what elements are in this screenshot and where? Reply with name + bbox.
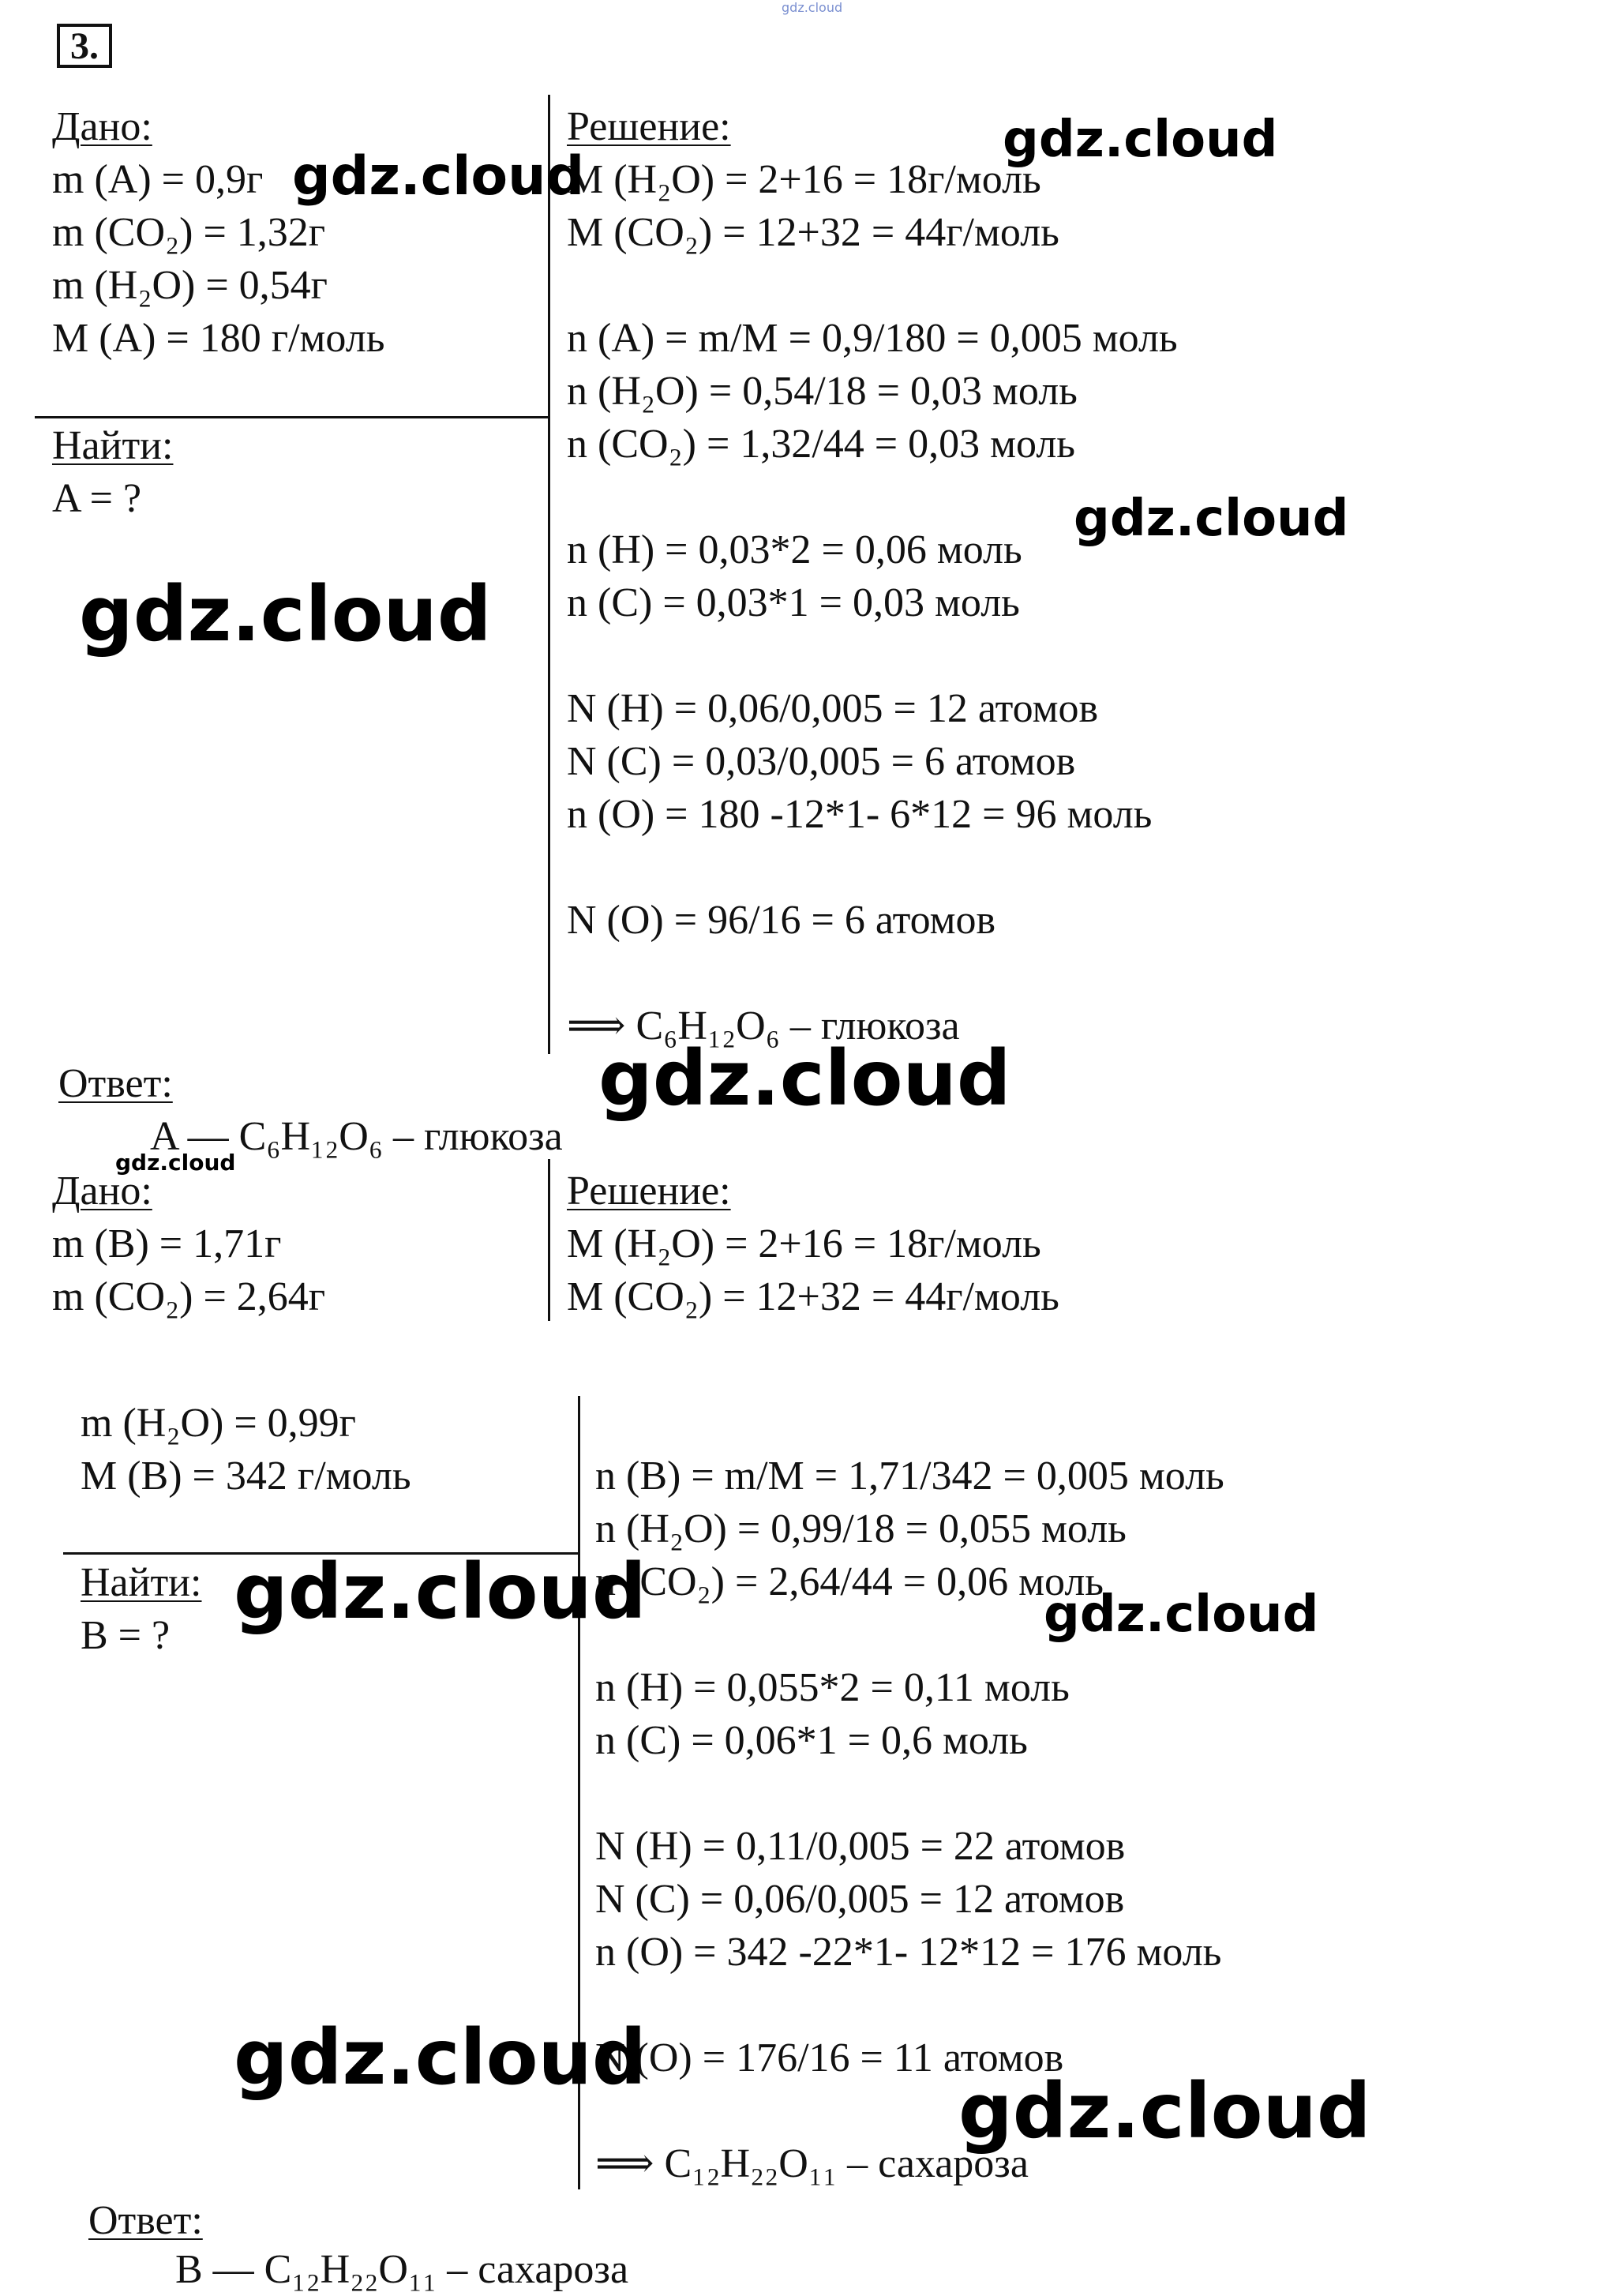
solution-line: n (C) = 0,03*1 = 0,03 моль xyxy=(567,580,1020,625)
solution-line: M (H₂O) = 2+16 = 18г/моль xyxy=(567,157,1041,202)
solution-line: n (B) = m/M = 1,71/342 = 0,005 моль xyxy=(595,1454,1224,1499)
solution-title: Решение: xyxy=(567,104,731,149)
solution-line: n (CO₂) = 1,32/44 = 0,03 моль xyxy=(567,422,1075,467)
find-title: Найти: xyxy=(81,1560,202,1605)
solution-line: n (H) = 0,055*2 = 0,11 моль xyxy=(595,1665,1070,1710)
solution-line: N (H) = 0,06/0,005 = 12 атомов xyxy=(567,686,1099,731)
solution-line: M (CO₂) = 12+32 = 44г/моль xyxy=(567,1274,1059,1319)
solution-line: M (CO₂) = 12+32 = 44г/моль xyxy=(567,210,1059,255)
solution-line: n (C) = 0,06*1 = 0,6 моль xyxy=(595,1718,1028,1763)
watermark: gdz.cloud xyxy=(115,1150,236,1176)
given-divider xyxy=(35,416,549,418)
solution-line: N (O) = 96/16 = 6 атомов xyxy=(567,898,996,943)
given-line: M (B) = 342 г/моль xyxy=(81,1454,411,1499)
answer-title: Ответ: xyxy=(58,1061,173,1106)
column-divider xyxy=(548,1159,550,1321)
find-line: B = ? xyxy=(81,1613,171,1658)
conclusion-line: ⟹ C₆H₁₂O₆ – глюкоза xyxy=(567,1004,960,1049)
solution-line: n (H₂O) = 0,54/18 = 0,03 моль xyxy=(567,369,1078,414)
watermark: gdz.cloud xyxy=(1074,490,1349,548)
solution-line: N (C) = 0,03/0,005 = 6 атомов xyxy=(567,739,1076,784)
solution-line: n (CO₂) = 2,64/44 = 0,06 моль xyxy=(595,1559,1104,1604)
top-watermark: gdz.cloud xyxy=(782,0,843,15)
watermark: gdz.cloud xyxy=(234,2013,647,2102)
given-title: Дано: xyxy=(52,1169,152,1214)
problem-number: 3. xyxy=(57,24,112,68)
given-title: Дано: xyxy=(52,104,152,149)
watermark: gdz.cloud xyxy=(292,145,585,208)
answer-title: Ответ: xyxy=(88,2198,203,2243)
watermark: gdz.cloud xyxy=(79,570,492,658)
conclusion-line: ⟹ C₁₂H₂₂O₁₁ – сахароза xyxy=(595,2141,1029,2186)
given-line: m (A) = 0,9г xyxy=(52,157,264,202)
solution-line: n (O) = 180 -12*1- 6*12 = 96 моль xyxy=(567,792,1153,837)
solution-line: n (A) = m/M = 0,9/180 = 0,005 моль xyxy=(567,316,1178,361)
watermark: gdz.cloud xyxy=(1003,111,1278,169)
given-line: m (H₂O) = 0,54г xyxy=(52,263,328,308)
given-line: m (CO₂) = 1,32г xyxy=(52,210,326,255)
given-line: M (A) = 180 г/моль xyxy=(52,316,385,361)
find-title: Найти: xyxy=(52,423,174,468)
find-line: A = ? xyxy=(52,476,142,521)
solution-line: M (H₂O) = 2+16 = 18г/моль xyxy=(567,1221,1041,1266)
given-line: m (B) = 1,71г xyxy=(52,1221,282,1266)
column-divider xyxy=(548,95,550,1054)
solution-line: N (C) = 0,06/0,005 = 12 атомов xyxy=(595,1877,1125,1922)
answer-line: A — C₆H₁₂O₆ – глюкоза xyxy=(150,1114,563,1159)
watermark: gdz.cloud xyxy=(234,1548,647,1636)
solution-line: N (O) = 176/16 = 11 атомов xyxy=(595,2035,1064,2080)
watermark: gdz.cloud xyxy=(958,2067,1371,2155)
answer-line: B — C₁₂H₂₂O₁₁ – сахароза xyxy=(175,2247,629,2292)
watermark: gdz.cloud xyxy=(1044,1585,1319,1644)
solution-title: Решение: xyxy=(567,1169,731,1214)
given-line: m (H₂O) = 0,99г xyxy=(81,1401,356,1446)
watermark: gdz.cloud xyxy=(598,1034,1011,1123)
solution-line: n (H₂O) = 0,99/18 = 0,055 моль xyxy=(595,1506,1127,1551)
solution-line: N (H) = 0,11/0,005 = 22 атомов xyxy=(595,1824,1126,1869)
solution-line: n (O) = 342 -22*1- 12*12 = 176 моль xyxy=(595,1930,1222,1975)
solution-line: n (H) = 0,03*2 = 0,06 моль xyxy=(567,527,1022,572)
given-line: m (CO₂) = 2,64г xyxy=(52,1274,326,1319)
